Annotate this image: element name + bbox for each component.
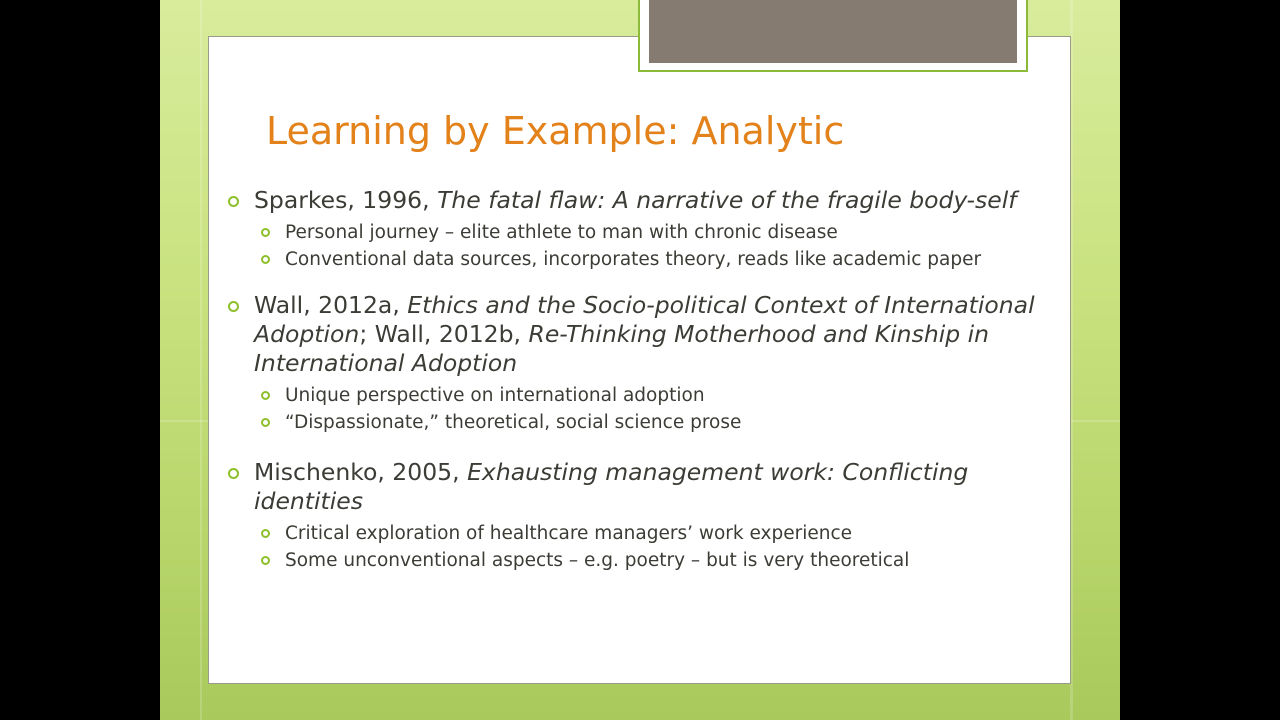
sub-bullet-text: Conventional data sources, incorporates theory, reads like academic paper [285,249,982,270]
citation: ; Wall, 2012b, [359,320,529,348]
bullet-group [224,458,1044,574]
bullet-text [254,458,968,515]
sub-bullet-item [224,547,1044,574]
sub-bullet-item [224,520,1044,547]
circle-bullet-icon [228,196,239,207]
citation: Mischenko, 2005, [254,458,468,486]
circle-bullet-icon [261,529,270,538]
sub-bullet-item [224,246,1044,273]
sub-bullet-list [224,520,1044,574]
sub-bullet-list [224,382,1044,436]
citation: Wall, 2012a, [254,291,408,319]
circle-bullet-icon [261,391,270,400]
citation: Sparkes, 1996, [254,186,438,214]
work-title: Exhausting management work: Conflicting identities [254,458,969,515]
sub-bullet-item [224,409,1044,436]
bullet-text [254,186,1017,214]
circle-bullet-icon [261,228,270,237]
sub-bullet-text: Personal journey – elite athlete to man with chronic disease [285,222,838,243]
circle-bullet-icon [228,468,239,479]
work-title: Ethics and the Socio-political Context of International Adoption [254,291,1035,348]
sub-bullet-item [224,382,1044,409]
circle-bullet-icon [261,418,270,427]
sub-bullet-text: Unique perspective on international adoption [285,385,705,406]
sub-bullet-text: Some unconventional aspects – e.g. poetry – but is very theoretical [285,550,910,571]
circle-bullet-icon [228,301,239,312]
bullet-item [224,458,1044,516]
work-title: Re-Thinking Motherhood and Kinship in International Adoption [254,320,990,377]
sub-bullet-text: Critical exploration of healthcare managers’ work experience [285,523,853,544]
circle-bullet-icon [261,255,270,264]
sub-bullet-item [224,219,1044,246]
slide-title: Learning by Example: Analytic [266,109,845,153]
header-color-block [649,0,1017,63]
work-title: The fatal flaw: A narrative of the fragile body-self [437,186,1017,214]
sub-bullet-text: “Dispassionate,” theoretical, social science prose [285,412,742,433]
bullet-group [224,186,1044,273]
circle-bullet-icon [261,556,270,565]
bullet-group [224,291,1044,436]
sub-bullet-list [224,219,1044,273]
bullet-item [224,291,1044,378]
slide-header-decoration [638,0,1028,72]
slide-body [224,186,1044,592]
bullet-item [224,186,1044,215]
bullet-text [254,291,1035,377]
